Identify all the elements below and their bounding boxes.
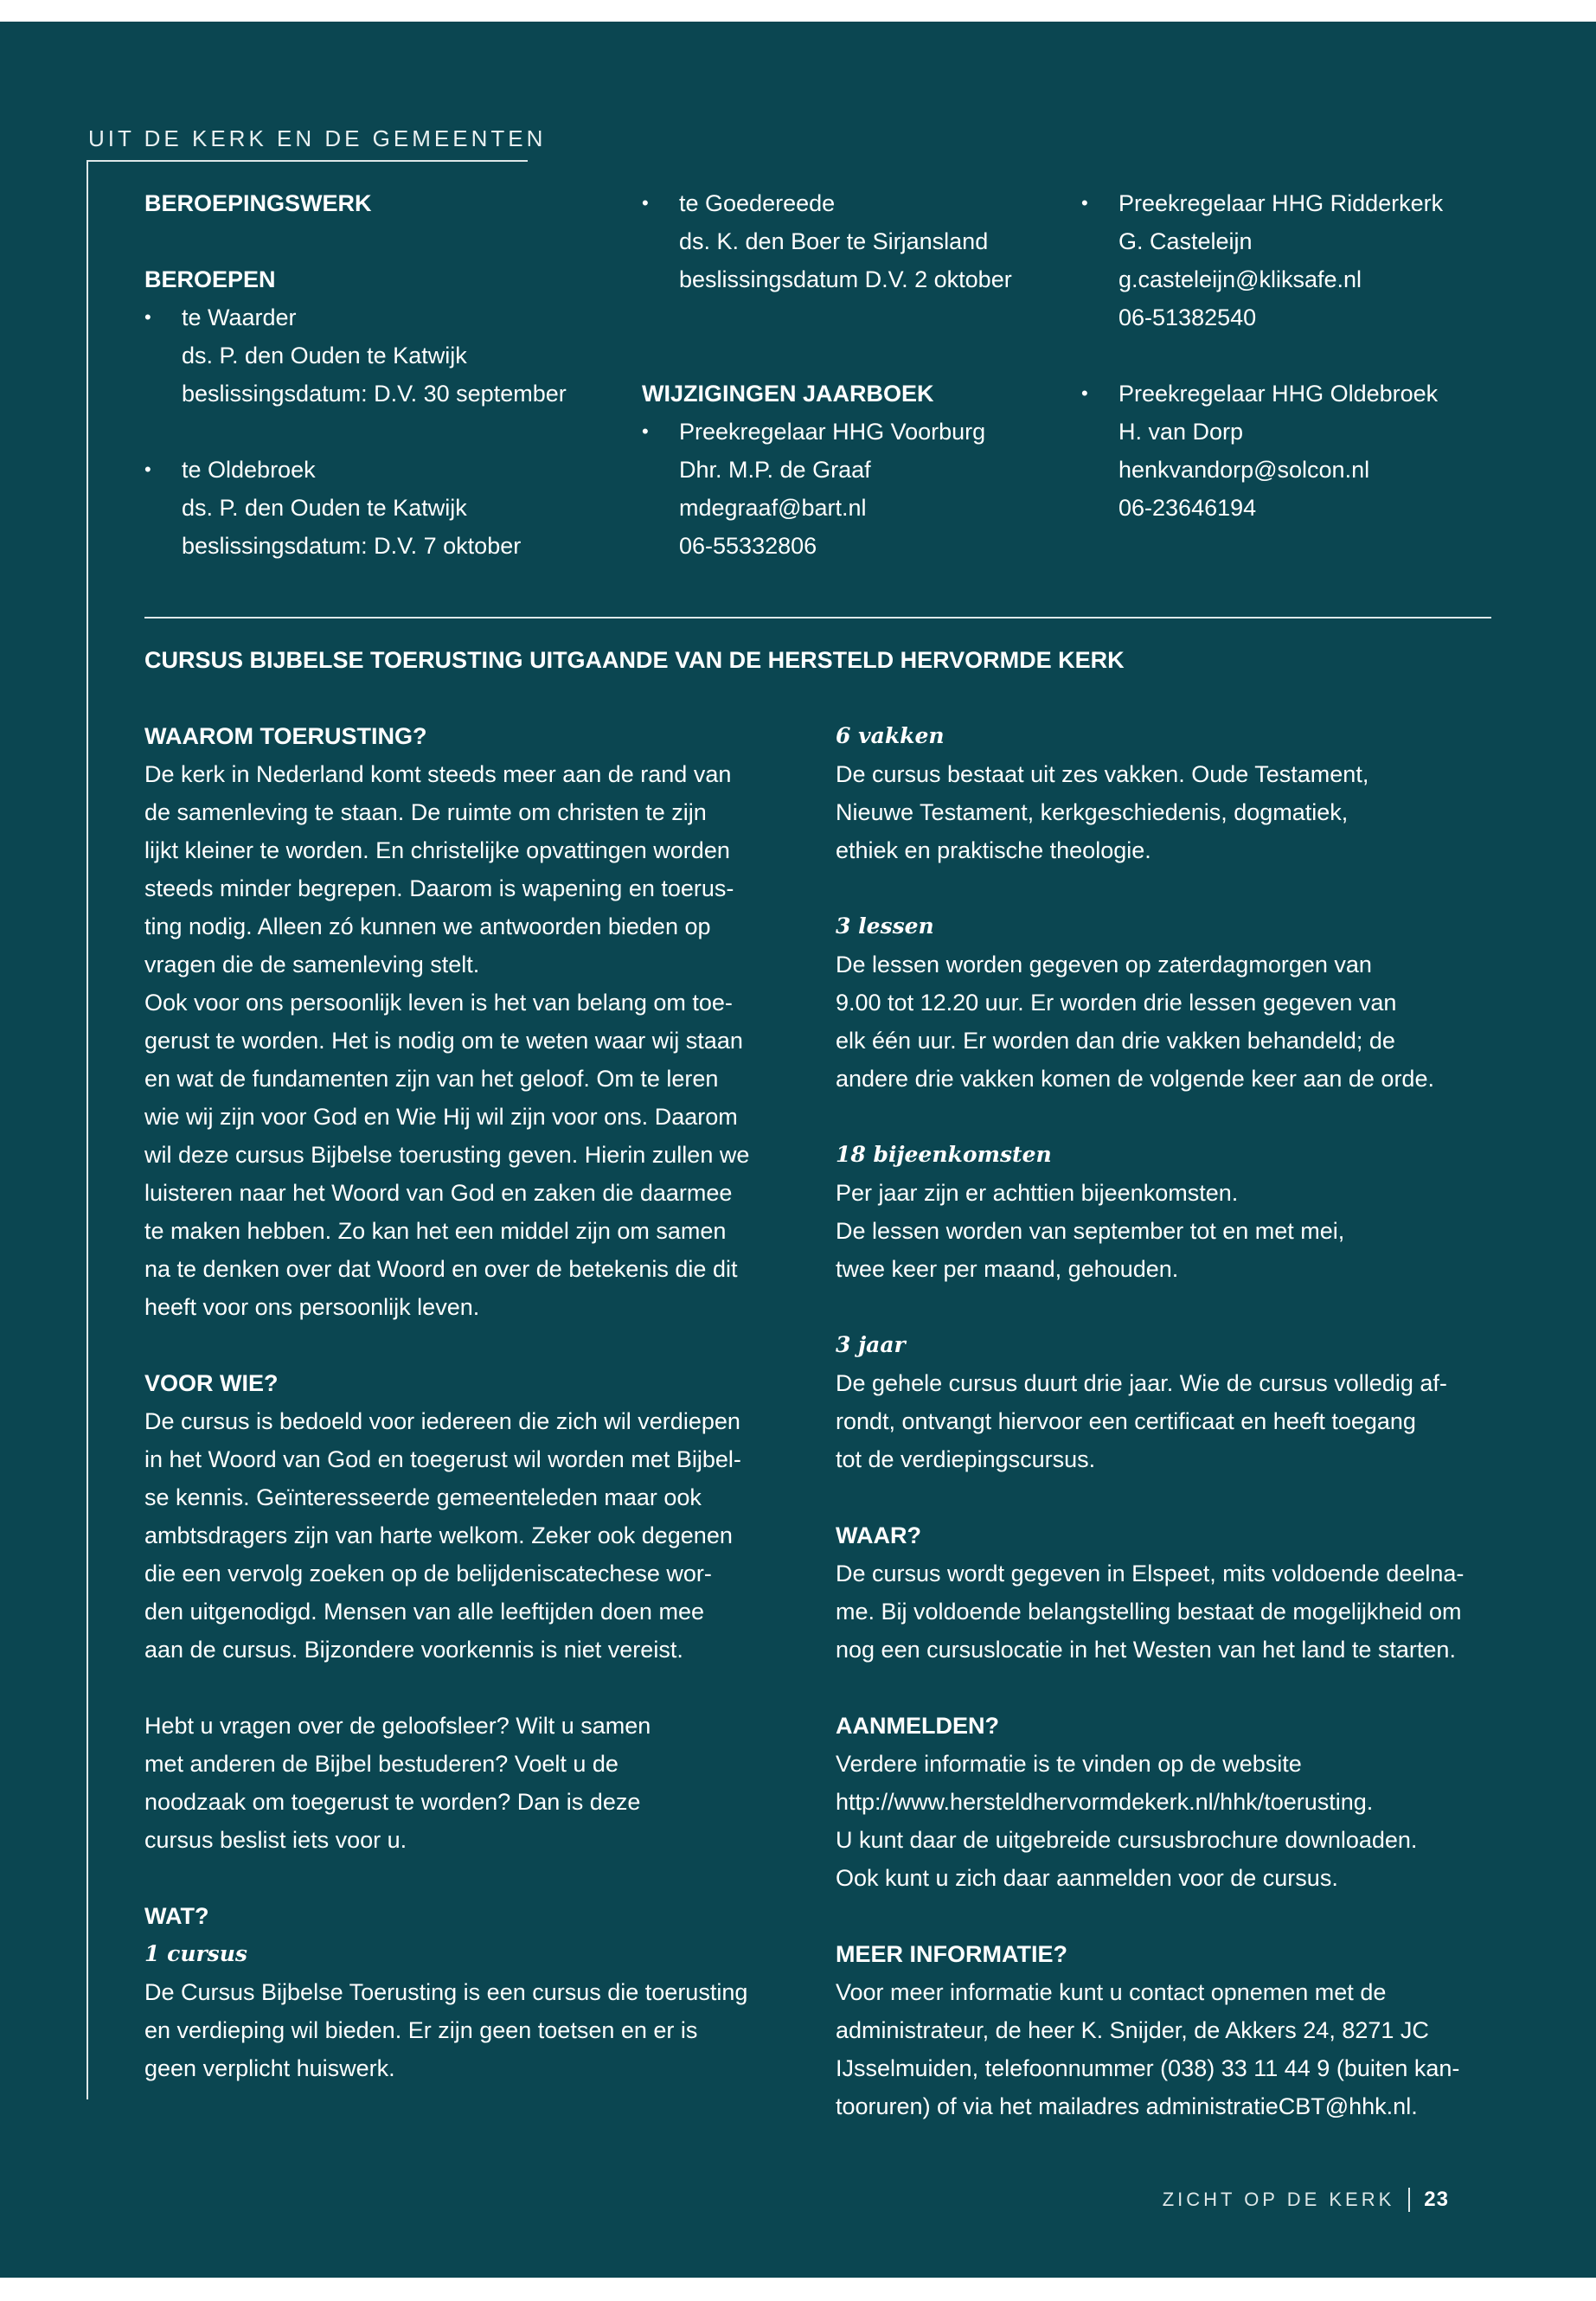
phone-number: 06-51382540 xyxy=(1118,304,1257,330)
vragen-paragraph xyxy=(144,1707,811,1859)
paragraph-line: De kerk in Nederland komt steeds meer aan de rand van xyxy=(144,761,732,787)
paragraph-line: me. Bij voldoende belangstelling bestaat de mogelijkheid om xyxy=(836,1599,1462,1625)
magazine-name: ZICHT OP DE KERK xyxy=(1162,2189,1395,2210)
beroepingswerk-column xyxy=(144,184,629,565)
paragraph-line: Nieuwe Testament, kerkgeschiedenis, dogmatiek, xyxy=(836,799,1349,825)
paragraph-line: se kennis. Geïnteresseerde gemeenteleden maar ook xyxy=(144,1484,702,1510)
bullet-icon: • xyxy=(642,420,649,442)
aanmelden-heading: AANMELDEN? xyxy=(836,1713,999,1739)
waarom-heading: WAAROM TOERUSTING? xyxy=(144,723,427,749)
vakken-paragraph xyxy=(836,755,1502,869)
paragraph-line: gerust te worden. Het is nodig om te weten waar wij staan xyxy=(144,1028,743,1054)
paragraph-line: lijkt kleiner te worden. En christelijke opvattingen worden xyxy=(144,837,730,863)
wijzigingen-jaarboek-heading: WIJZIGINGEN JAARBOEK xyxy=(642,381,934,407)
voor-wie-heading: VOOR WIE? xyxy=(144,1370,279,1396)
paragraph-line: De cursus bestaat uit zes vakken. Oude Testament, xyxy=(836,761,1369,787)
course-title: CURSUS BIJBELSE TOERUSTING UITGAANDE VAN DE HERSTELD HERVORMDE KERK xyxy=(144,647,1125,673)
paragraph-line: De lessen worden gegeven op zaterdagmorgen van xyxy=(836,952,1372,977)
paragraph-line: wie wij zijn voor God en Wie Hij wil zijn voor ons. Daarom xyxy=(144,1104,738,1130)
frame-left-line xyxy=(87,160,88,2099)
waarom-paragraph xyxy=(144,755,811,1326)
jaarboek-line: Preekregelaar HHG Ridderkerk xyxy=(1118,190,1444,216)
paragraph-line: U kunt daar de uitgebreide cursusbrochure downloaden. xyxy=(836,1827,1418,1853)
jaarboek-item xyxy=(1081,375,1497,527)
bullet-icon: • xyxy=(642,192,649,214)
vakken-subheading: 6 vakken xyxy=(836,723,945,748)
course-left-column xyxy=(144,717,811,2087)
paragraph-line: noodzaak om toegerust te worden? Dan is deze xyxy=(144,1789,641,1815)
paragraph-line: de samenleving te staan. De ruimte om christen te zijn xyxy=(144,799,707,825)
waar-paragraph xyxy=(836,1554,1502,1669)
waar-heading: WAAR? xyxy=(836,1522,921,1548)
paragraph-line: Verdere informatie is te vinden op de website xyxy=(836,1751,1302,1777)
paragraph-line: De gehele cursus duurt drie jaar. Wie de cursus volledig af- xyxy=(836,1370,1447,1396)
bullet-icon: • xyxy=(144,306,151,328)
paragraph-line: elk één uur. Er worden dan drie vakken behandeld; de xyxy=(836,1028,1395,1054)
page-number: 23 xyxy=(1424,2188,1449,2211)
paragraph-line: twee keer per maand, gehouden. xyxy=(836,1256,1179,1282)
lessen-paragraph xyxy=(836,945,1502,1098)
beroep-line: te Goedereede xyxy=(679,190,836,216)
paragraph-line: te maken hebben. Zo kan het een middel zijn om samen xyxy=(144,1218,727,1244)
beroep-line: ds. P. den Ouden te Katwijk xyxy=(182,495,467,521)
paragraph-line: heeft voor ons persoonlijk leven. xyxy=(144,1294,480,1320)
beroep-item xyxy=(144,298,629,413)
cursus-paragraph xyxy=(144,1973,811,2087)
paragraph-line: cursus beslist iets voor u. xyxy=(144,1827,407,1853)
paragraph-line: De cursus is bedoeld voor iedereen die zich wil verdiepen xyxy=(144,1408,740,1434)
wat-heading: WAT? xyxy=(144,1903,209,1929)
meer-informatie-heading: MEER INFORMATIE? xyxy=(836,1941,1067,1967)
paragraph-line: den uitgenodigd. Mensen van alle leeftijden doen mee xyxy=(144,1599,704,1625)
paragraph-line: andere drie vakken komen de volgende keer aan de orde. xyxy=(836,1066,1434,1092)
paragraph-line: na te denken over dat Woord en over de betekenis die dit xyxy=(144,1256,738,1282)
phone-number: 06-55332806 xyxy=(679,533,817,559)
phone-number: 06-23646194 xyxy=(1118,495,1257,521)
beroep-line: ds. P. den Ouden te Katwijk xyxy=(182,343,467,369)
jaarboek-item xyxy=(642,413,1048,565)
paragraph-line: De lessen worden van september tot en met mei, xyxy=(836,1218,1345,1244)
paragraph-line: Ook voor ons persoonlijk leven is het van belang om toe- xyxy=(144,990,733,1016)
paragraph-line: vragen die de samenleving stelt. xyxy=(144,952,480,977)
beroep-item xyxy=(144,451,629,565)
footer-separator xyxy=(1408,2188,1410,2212)
beroepingswerk-heading: BEROEPINGSWERK xyxy=(144,190,372,216)
jaar-subheading: 3 jaar xyxy=(836,1332,906,1357)
paragraph-line: IJsselmuiden, telefoonnummer (038) 33 11 44 9 (buiten kan- xyxy=(836,2055,1460,2081)
section-label-underline xyxy=(87,160,528,162)
voor-wie-paragraph xyxy=(144,1402,811,1669)
paragraph-line: rondt, ontvangt hiervoor een certificaat en heeft toegang xyxy=(836,1408,1416,1434)
cursus-subheading: 1 cursus xyxy=(144,1941,247,1966)
page-footer xyxy=(1163,2188,1449,2212)
paragraph-line: met anderen de Bijbel bestuderen? Voelt u de xyxy=(144,1751,619,1777)
paragraph-line: in het Woord van God en toegerust wil worden met Bijbel- xyxy=(144,1446,741,1472)
meer-informatie-paragraph xyxy=(836,1973,1502,2125)
jaarboek-line: Dhr. M.P. de Graaf xyxy=(679,457,871,483)
beroep-line: te Waarder xyxy=(182,304,297,330)
paragraph-line: 9.00 tot 12.20 uur. Er worden drie lessen gegeven van xyxy=(836,990,1397,1016)
paragraph-line: administrateur, de heer K. Snijder, de Akkers 24, 8271 JC xyxy=(836,2017,1429,2043)
beroep-item xyxy=(642,184,1048,298)
paragraph-line: Voor meer informatie kunt u contact opnemen met de xyxy=(836,1979,1387,2005)
paragraph-line: en wat de fundamenten zijn van het geloof. Om te leren xyxy=(144,1066,719,1092)
beroep-line: te Oldebroek xyxy=(182,457,316,483)
paragraph-line: ambtsdragers zijn van harte welkom. Zeker ook degenen xyxy=(144,1522,733,1548)
paragraph-line: aan de cursus. Bijzondere voorkennis is niet vereist. xyxy=(144,1637,683,1663)
beroep-line: beslissingsdatum D.V. 2 oktober xyxy=(679,266,1012,292)
beroep-line: ds. K. den Boer te Sirjansland xyxy=(679,228,989,254)
bijeenkomsten-paragraph xyxy=(836,1174,1502,1288)
bullet-icon: • xyxy=(1081,382,1088,404)
email-link[interactable]: mdegraaf@bart.nl xyxy=(679,495,867,521)
paragraph-line: Hebt u vragen over de geloofsleer? Wilt u samen xyxy=(144,1713,651,1739)
paragraph-line: Ook kunt u zich daar aanmelden voor de cursus. xyxy=(836,1865,1338,1891)
beroep-line: beslissingsdatum: D.V. 30 september xyxy=(182,381,567,407)
section-divider xyxy=(144,617,1491,619)
paragraph-line: tooruren) of via het mailadres administratieCBT@hhk.nl. xyxy=(836,2093,1418,2119)
jaarboek-line: Preekregelaar HHG Voorburg xyxy=(679,419,986,445)
section-label: UIT DE KERK EN DE GEMEENTEN xyxy=(88,125,547,151)
bijeenkomsten-subheading: 18 bijeenkomsten xyxy=(836,1142,1052,1167)
paragraph-line: geen verplicht huiswerk. xyxy=(144,2055,395,2081)
aanmelden-paragraph xyxy=(836,1745,1502,1897)
beroep-line: beslissingsdatum: D.V. 7 oktober xyxy=(182,533,522,559)
bullet-icon: • xyxy=(1081,192,1088,214)
jaar-paragraph xyxy=(836,1364,1502,1478)
paragraph-line: Per jaar zijn er achttien bijeenkomsten. xyxy=(836,1180,1239,1206)
email-link[interactable]: g.casteleijn@kliksafe.nl xyxy=(1118,266,1362,292)
email-link[interactable]: henkvandorp@solcon.nl xyxy=(1118,457,1370,483)
paragraph-line: De cursus wordt gegeven in Elspeet, mits voldoende deelna- xyxy=(836,1561,1465,1586)
paragraph-line: en verdieping wil bieden. Er zijn geen toetsen en er is xyxy=(144,2017,698,2043)
page-panel xyxy=(0,22,1596,2278)
jaarboek-line: Preekregelaar HHG Oldebroek xyxy=(1118,381,1439,407)
paragraph-line: nog een cursuslocatie in het Westen van het land te starten. xyxy=(836,1637,1456,1663)
paragraph-line: tot de verdiepingscursus. xyxy=(836,1446,1096,1472)
lessen-subheading: 3 lessen xyxy=(836,913,934,939)
preekregelaars-column xyxy=(1081,184,1497,527)
paragraph-line: luisteren naar het Woord van God en zaken die daarmee xyxy=(144,1180,733,1206)
paragraph-line: die een vervolg zoeken op de belijdeniscatechese wor- xyxy=(144,1561,712,1586)
wijzigingen-column xyxy=(642,184,1048,565)
paragraph-line: ting nodig. Alleen zó kunnen we antwoorden bieden op xyxy=(144,913,711,939)
beroepen-heading: BEROEPEN xyxy=(144,266,276,292)
jaarboek-line: G. Casteleijn xyxy=(1118,228,1253,254)
paragraph-line: wil deze cursus Bijbelse toerusting geven. Hierin zullen we xyxy=(144,1142,750,1168)
paragraph-line: De Cursus Bijbelse Toerusting is een cursus die toerusting xyxy=(144,1979,748,2005)
paragraph-line: ethiek en praktische theologie. xyxy=(836,837,1151,863)
paragraph-line: steeds minder begrepen. Daarom is wapening en toerus- xyxy=(144,875,734,901)
website-link[interactable]: http://www.hersteldhervormdekerk.nl/hhk/toerusting. xyxy=(836,1789,1374,1815)
jaarboek-line: H. van Dorp xyxy=(1118,419,1244,445)
jaarboek-item xyxy=(1081,184,1497,336)
bullet-icon: • xyxy=(144,458,151,480)
course-right-column xyxy=(836,717,1502,2125)
